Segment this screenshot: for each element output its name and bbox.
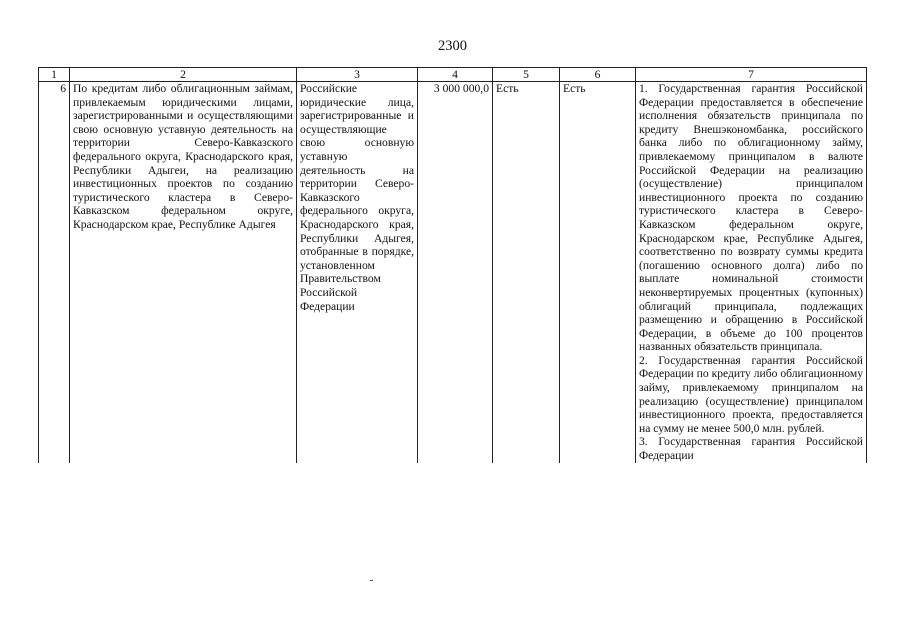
column-header: 4 — [418, 68, 493, 82]
column-6-cell: Есть — [560, 82, 636, 463]
condition-item-2: 2. Государственная гарантия Российской Федерации по кредиту либо облигационному займу, привлекаемому принципалом на реализацию (осуществление) принципалом инвестиционного проекта, предоставляется на сумму не менее 500,0 млн. рублей. — [639, 353, 863, 435]
column-header: 6 — [560, 68, 636, 82]
column-header: 1 — [39, 68, 70, 82]
column-header: 3 — [297, 68, 418, 82]
scan-mark — [370, 580, 373, 581]
loan-purpose-cell: По кредитам либо облигационным займам, привлекаемым юридическими лицами, зарегистрированными и осуществляющими свою основную уставную деятельность на территории Северо-Кавказского федерального округа, Краснодарского края, Республики Адыгеи, на реализацию инвестиционных проектов по созданию туристического кластера в Северо-Кавказском федеральном округе, Краснодарском крае, Республике Адыгея — [70, 82, 297, 463]
condition-item-1: 1. Государственная гарантия Российской Федерации предоставляется в обеспечение исполнения обязательств принципала по кредиту Внешэкономбанка, российского банка либо по облигационному займу, привлекаемому принципалом в валюте Российской Федерации на реализацию (осуществление) принципалом инвестиционного проекта по созданию туристического кластера в Северо-Кавказском федеральном округе, Краснодарском крае, Республике Адыгея, соответственно по возврату суммы кредита (погашению основного долга) либо по выплате номинальной стоимости неконвертируемых процентных (купонных) облигаций принципала, подлежащих размещению и обращению в Российской Федерации, в объеме до 100 процентов названных обязательств принципала. — [639, 82, 863, 354]
guarantee-amount-cell: 3 000 000,0 — [418, 82, 493, 463]
row-number: 6 — [39, 82, 70, 463]
condition-item-3: 3. Государственная гарантия Российской Федерации — [639, 435, 863, 463]
principal-cell: Российские юридические лица, зарегистрированные и осуществляющие свою основную уставную деятельность на территории Северо-Кавказского федерального округа, Краснодарского края, Республики Адыгея, отобранные в порядке, установленном Правительством Российской Федерации — [297, 82, 418, 463]
column-header: 5 — [493, 68, 560, 82]
column-5-cell: Есть — [493, 82, 560, 463]
column-header: 2 — [70, 68, 297, 82]
table-header-row — [39, 68, 867, 82]
table-row — [39, 82, 867, 463]
guarantee-table — [38, 67, 867, 463]
column-header: 7 — [636, 68, 867, 82]
conditions-cell — [636, 82, 867, 463]
page-number: 2300 — [438, 38, 467, 54]
